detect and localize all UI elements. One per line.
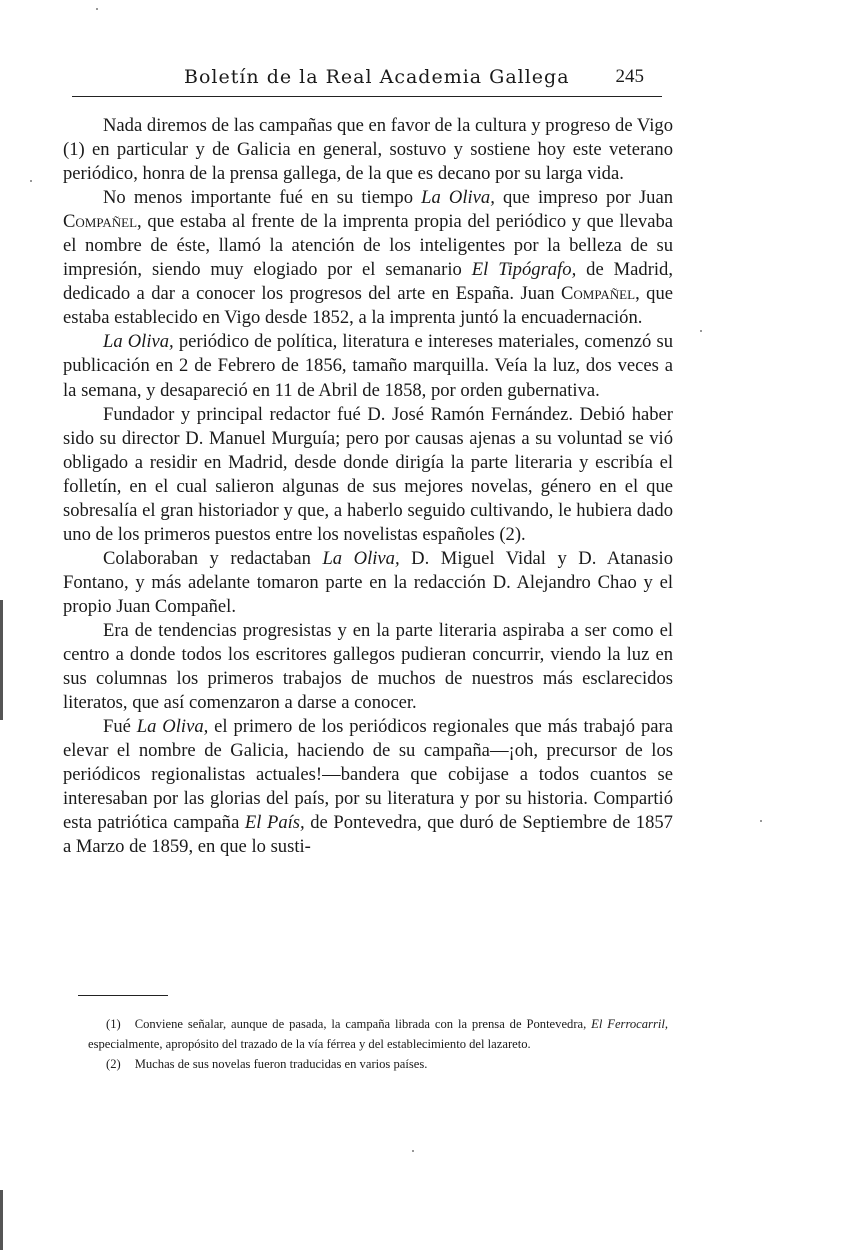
text-run: Fundador y principal redactor fué D. José Ramón Fernández. Debió haber sido su director D. Manuel Murguía; pero por causas ajenas a su voluntad se vió obligado a residir en Madrid, desde donde dirigía la parte literaria y escribía el folletín, en el cual salieron algunas de sus mejores novelas, género en el que sobresalía el gran historiador y que, a haberlo seguido cultivando, le hubiera dado uno de los primeros puestos entre los novelistas españoles (2). (63, 403, 673, 545)
footnote-marker: (1) (106, 1017, 121, 1031)
scan-speck (412, 1150, 414, 1152)
paragraph (63, 547, 673, 619)
text-run: el primero de los periódicos regionales que más trabajó para elevar el nombre de Galicia, haciendo de su campaña—¡oh, precursor de los periódicos regionalistas actuales!—bandera que cobijase a todos cuantos se interesaban por las glorias del país, por su literatura y por su historia. Compartió esta patriótica campaña (63, 716, 673, 834)
paragraph (63, 330, 673, 402)
footnote (88, 1054, 668, 1074)
text-run: de Pontevedra, que duró de Septiembre de 1857 a Marzo de 1859, en que lo susti- (63, 812, 673, 858)
italic-title: La Oliva, (421, 187, 495, 209)
footnote-marker: (2) (106, 1057, 121, 1071)
scan-edge-mark (0, 1190, 3, 1250)
footnote (88, 1014, 668, 1054)
text-run: Nada diremos de las campañas que en favor de la cultura y progreso de Vigo (1) en particular y de Galicia en general, sostuvo y sostiene hoy este veterano periódico, honra de la prensa gallega, de la que es decano por su larga vida. (63, 115, 673, 185)
body-text (63, 114, 673, 859)
paragraph (63, 619, 673, 715)
text-run: periódico de política, literatura e intereses materiales, comenzó su publicación en 2 de Febrero de 1856, tamaño marquilla. Veía la luz, dos veces a la semana, y desapareció en 11 de Abril de 1858, por orden gubernativa. (63, 331, 673, 401)
italic-title: La Oliva, (136, 716, 209, 738)
footnote-divider (78, 995, 168, 996)
italic-title: El Ferrocarril, (591, 1017, 669, 1031)
text-run: No menos importante fué en su tiempo (103, 187, 422, 209)
footnotes (88, 1014, 668, 1074)
text-run: que impreso por Juan (494, 187, 674, 209)
scan-speck (760, 820, 762, 822)
text-run: Conviene señalar, aunque de pasada, la campaña librada con la prensa de Pontevedra, (134, 1017, 592, 1031)
page-number: 245 (615, 66, 644, 87)
italic-title: El País, (244, 812, 305, 834)
paragraph (63, 114, 673, 186)
text-run: Muchas de sus novelas fueron traducidas en varios países. (134, 1057, 428, 1071)
text-run: Colaboraban y redactaban (103, 547, 323, 569)
text-run: D. Miguel Vidal y D. Atanasio Fontano, y más adelante tomaron parte en la redacción D. Alejandro Chao y el propio Juan Compañel. (63, 547, 674, 617)
scan-speck (96, 8, 98, 10)
smallcaps-name: Compañel (63, 211, 138, 233)
italic-title: El Tipógrafo, (471, 259, 577, 281)
text-run: de Madrid, dedicado a dar a conocer los progresos del arte en España. Juan (63, 259, 674, 305)
text-run: Era de tendencias progresistas y en la parte literaria aspiraba a ser como el centro a donde todos los escritores gallegos pudieran concurrir, viendo la luz en sus columnas los primeros trabajos de muchos de nuestros más esclarecidos literatos, que así comenzaron a darse a conocer. (63, 619, 673, 714)
smallcaps-name: Compañel (561, 283, 636, 305)
running-header (72, 62, 662, 97)
text-run: Fué (103, 716, 137, 738)
scan-speck (30, 180, 32, 182)
scan-edge-mark (0, 600, 3, 720)
text-run: , que estaba al frente de la imprenta propia del periódico y que llevaba el nombre de éste, llamó la atención de los inteligentes por la belleza de su impresión, siendo muy elogiado por el semanario (63, 211, 673, 281)
text-run: especialmente, apropósito del trazado de la vía férrea y del establecimiento del lazareto. (88, 1037, 531, 1051)
paragraph (63, 715, 673, 859)
paragraph (63, 186, 673, 330)
paragraph (63, 403, 673, 547)
scan-speck (700, 330, 702, 332)
italic-title: La Oliva, (103, 331, 174, 353)
text-run: , que estaba establecido en Vigo desde 1852, a la imprenta juntó la encuadernación. (63, 283, 673, 329)
italic-title: La Oliva, (322, 547, 400, 569)
journal-title: Boletín de la Real Academia Gallega (184, 66, 570, 88)
